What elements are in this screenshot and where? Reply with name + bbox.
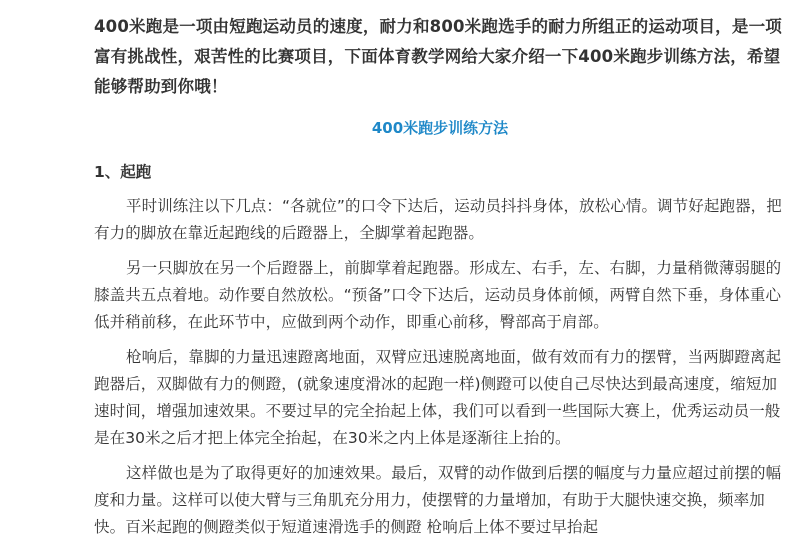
- intro-paragraph: 400米跑是一项由短跑运动员的速度，耐力和800米跑选手的耐力所组正的运动项目，是一项富有挑战性，艰苦性的比赛项目，下面体育教学网给大家介绍一下400米跑步训练方法，希望能够帮助到你哦！: [94, 17, 782, 96]
- paragraph-4: 这样做也是为了取得更好的加速效果。最后，双臂的动作做到后摆的幅度与力量应超过前摆的幅度和力量。这样可以使大臂与三角肌充分用力，使摆臂的力量增加，有助于大腿快速交换，频率加快。百米起跑的侧蹬类似于短道速滑选手的侧蹬 枪响后上体不要过早抬起: [94, 464, 782, 536]
- subsection-title: 1、起跑: [94, 163, 152, 181]
- paragraph-2: 另一只脚放在另一个后蹬器上，前脚掌着起跑器。形成左、右手，左、右脚，力量稍微薄弱腿的膝盖共五点着地。动作要自然放松。“预备”口令下达后，运动员身体前倾，两臂自然下垂，身体重心低并稍前移，在此环节中，应做到两个动作，即重心前移，臀部高于肩部。: [94, 259, 782, 331]
- paragraph-3: 枪响后，靠脚的力量迅速蹬离地面，双臂应迅速脱离地面，做有效而有力的摆臂，当两脚蹬离起跑器后，双脚做有力的侧蹬，(就象速度滑冰的起跑一样)侧蹬可以使自己尽快达到最高速度，缩短加速时间，增强加速效果。不要过早的完全抬起上体，我们可以看到一些国际大赛上，优秀运动员一般是在30米之后才把上体完全抬起，在30米之内上体是逐渐往上抬的。: [94, 348, 782, 447]
- paragraph-1: 平时训练注以下几点：“各就位”的口令下达后，运动员抖抖身体，放松心情。调节好起跑器，把有力的脚放在靠近起跑线的后蹬器上，全脚掌着起跑器。: [94, 197, 782, 242]
- section-title: 400米跑步训练方法: [371, 119, 509, 137]
